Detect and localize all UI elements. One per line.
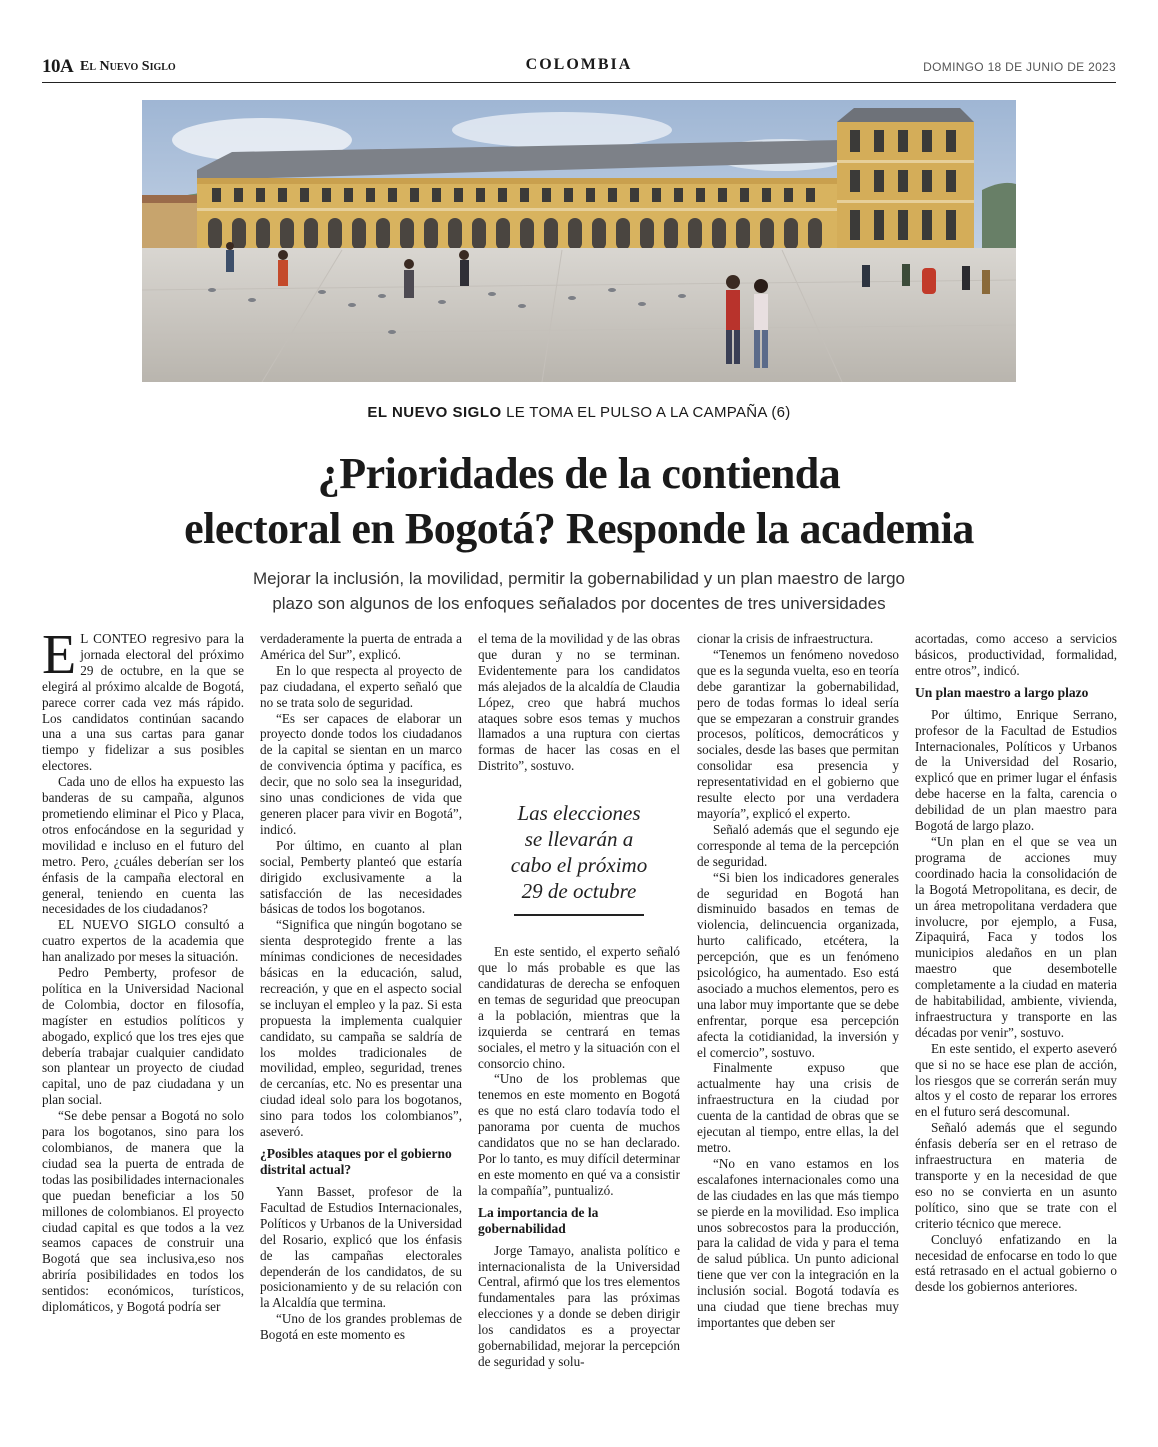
kicker-text: LE TOMA EL PULSO A LA CAMPAÑA (6)	[501, 404, 791, 421]
paragraph: “Uno de los problemas que tenemos en este momento en Bogotá es que no está claro todavía todo el panorama por cuenta de muchos candidatos que no se han declarado. Por lo tanto, es muy difícil determinar en este momento en qué va a consistir la compañía”, puntualizó.	[478, 1071, 680, 1198]
paragraph: Concluyó enfatizando en la necesidad de enfocarse en todo lo que está retrasado en el actual gobierno o desde los gobiernos anteriores.	[915, 1231, 1117, 1295]
paragraph: Jorge Tamayo, analista político e internacionalista de la Universidad Central, afirmó que los tres elementos fundamentales para las próximas elecciones y a donde se deben dirigir los candidatos es a proyectar gobernabilidad, mejorar la percepción de seguridad y solu-	[478, 1242, 680, 1369]
subhead-plan: Un plan maestro a largo plazo	[915, 684, 1089, 700]
paragraph: el tema de la movilidad y de las obras que duran y no se terminan. Evidentemente para los candidatos más alejados de la alcaldía de Claudia López, creo que habrá muchos ataques sobre esos temas y muchos llamados a una ruptura con ciertas formas de hacer las cosas en el Distrito”, sostuvo.	[478, 631, 680, 774]
pull-quote-line-2: se llevarán a	[524, 827, 634, 852]
deck-line-2: plazo son algunos de los enfoques señalados por docentes de tres universidades	[272, 594, 886, 613]
column-1	[42, 624, 244, 1315]
paragraph: “Un plan en el que se vea un programa de acciones muy coordinado hacia la consolidación de la Bogotá Metropolitana, es decir, de un área metropolitana verdadera que involucre, por ejemplo, a Fusa, Zipaquirá, Faca y todos los municipios aledaños en un plan maestro que desembotelle completamente a la ciudad en materia de habitabilidad, ambiente, vivienda, infraestructura y transporte en las décadas por venir”, sostuvo.	[915, 833, 1117, 1040]
plaza-building-illustration	[142, 100, 1016, 382]
paragraph: E L CONTEO regresivo para la jornada electoral del próximo 29 de octubre, en la que se elegirá al próximo alcalde de Bogotá, parece correr cada vez más rápido. Los candidatos continúan sacando una a una sus cartas para ganar tiempo y fidelizar a sus posibles electores.	[42, 624, 244, 774]
paragraph: Finalmente expuso que actualmente hay una crisis de infraestructura en la ciudad por cuenta de la cantidad de obras que se ejecutan al tiempo, entre ellas, la del metro.	[697, 1060, 899, 1155]
kicker-brand: EL NUEVO SIGLO	[367, 404, 502, 421]
column-2	[260, 631, 462, 1343]
paragraph: verdaderamente la puerta de entrada a América del Sur”, explicó.	[260, 631, 462, 662]
drop-cap: E	[42, 624, 77, 686]
pull-quote-rule	[514, 914, 644, 916]
paragraph: Yann Basset, profesor de la Facultad de Estudios Internacionales, Políticos y Urbanos de la Universidad del Rosario, explicó que los énfasis de las campañas electorales dependerán de los candidatos, de su posicionamiento y de su relación con la Alcaldía que termina.	[260, 1184, 462, 1311]
paragraph: En lo que respecta al proyecto de paz ciudadana, el experto señaló que no se trata solo de seguridad.	[260, 662, 462, 710]
paragraph: “No en vano estamos en los escalafones internacionales como una de las ciudades en las que más tiempo se pierde en la movilidad. Eso implica unos sobrecostos para la producción, para la calidad de vida y para el tema de salud pública. Un punto adicional tiene que ver con la integración en la inclusión social. Bogotá todavía es una ciudad que tiene brechas muy importantes que deben ser	[697, 1155, 899, 1330]
paragraph: En este sentido, el experto señaló que lo más probable es que las candidaturas de derecha se enfoquen en temas de seguridad que preocupan a la población, mientras que la izquierda se centrará en temas sociales, el metro y la situación con el consorcio chino.	[478, 944, 680, 1071]
section-title: COLOMBIA	[525, 56, 633, 73]
issue-date: DOMINGO 18 DE JUNIO DE 2023	[923, 60, 1116, 74]
paragraph: Por último, en cuanto al plan social, Pemberty planteó que estaría dirigido exclusivamente a la satisfacción de las necesidades básicas de todos los bogotanos.	[260, 837, 462, 917]
paragraph: “Es ser capaces de elaborar un proyecto donde todos los ciudadanos de la capital se sientan en un marco de convivencia óptima y pacífica, es decir, que no solo sea la inseguridad, sino unas condiciones de vida que generen placer para vivir en Bogotá”, indicó.	[260, 710, 462, 837]
headline-line-2: electoral en Bogotá? Responde la academia	[184, 504, 974, 553]
paragraph: En este sentido, el experto aseveró que si no se hace ese plan de acción, los riesgos que se correrán serán muy altos y el costo de reparar los errores en el futuro será descomunal.	[915, 1040, 1117, 1120]
paragraph: “Significa que ningún bogotano se sienta desprotegido frente a las mínimas condiciones de necesidades básicas en la educación, salud, recreación, y que en el aspecto social se incluyan el empleo y la paz. Si esta propuesta la implementa cualquier candidato, su campaña se saldría de los moldes tradicionales de movilidad, empleo, seguridad, trenes de cercanías, etc. No es presentar una ciudad ideal solo para los bogotanos, sino para todos los colombianos”, aseveró.	[260, 917, 462, 1140]
subhead-gobernabilidad: La importancia de la gobernabilidad	[478, 1204, 599, 1236]
paragraph: “Uno de los grandes problemas de Bogotá en este momento es	[260, 1311, 462, 1343]
paragraph: “Tenemos un fenómeno novedoso que es la segunda vuelta, eso en teoría debe garantizar la gobernabilidad, pero de todas formas lo ideal sería que se empezaran a construir grandes procesos, políticos, democráticos y sociales, desde las bases que permitan consolidar esa presencia y representatividad en el gobierno que resulte electo por una verdadera mayoría”, explicó el experto.	[697, 646, 899, 821]
paragraph: “Si bien los indicadores generales de seguridad en Bogotá han disminuido basados en temas de violencia, delincuencia organizada, hurto calificado, etcétera, la percepción, que es un fenómeno psicológico, ha aumentado. Eso está asociado a muchos elementos, pero es una labor muy importante que se debe enfrentar, porque esa percepción afecta la cotidianidad, la inversión y el comercio”, sostuvo.	[697, 869, 899, 1060]
paragraph: EL NUEVO SIGLO consultó a cuatro expertos de la academia que han analizado por meses la situación.	[42, 917, 244, 965]
page-header	[42, 52, 1116, 83]
paragraph: Pedro Pemberty, profesor de política en la Universidad Nacional de Colombia, doctor en filosofía, magíster en estudios políticos y abogado, explicó que los tres ejes que debería trabajar cualquier candidato son plantear un proyecto de ciudad capital, uno de paz ciudadana y un plan social.	[42, 965, 244, 1108]
deck-line-1: Mejorar la inclusión, la movilidad, permitir la gobernabilidad y un plan maestro de largo	[252, 569, 905, 588]
deck	[150, 566, 1008, 616]
paragraph: Señaló además que el segundo eje corresponde al tema de la percepción de seguridad.	[697, 821, 899, 869]
paragraph: Señaló además que el segundo énfasis debería ser en el retraso de infraestructura en materia de transporte y en la necesidad de que eso no se convierta en un asunto político, sino que se trate con el criterio técnico que merece.	[915, 1120, 1117, 1231]
pull-quote-line-4: 29 de octubre	[521, 879, 637, 904]
pull-quote	[488, 800, 670, 916]
headline	[60, 446, 1098, 556]
paragraph: cionar la crisis de infraestructura.	[697, 631, 874, 646]
paragraph: acortadas, como acceso a servicios básicos, productividad, formalidad, entre otros”, indicó.	[915, 631, 1117, 678]
column-3	[478, 631, 680, 1370]
column-5	[915, 631, 1117, 1295]
paragraph: Por último, Enrique Serrano, profesor de la Facultad de Estudios Internacionales, Políticos y Urbanos de la Universidad del Rosario, explicó que en primer lugar el énfasis debe hacerse en la falta, carencia o debilidad de un plan maestro para Bogotá de largo plazo.	[915, 706, 1117, 834]
paragraph: Cada uno de ellos ha expuesto las banderas de su campaña, algunos prometiendo eliminar el Pico y Placa, otros enfocándose en la seguridad y movilidad e incluso en el futuro del metro. Pero, ¿cuáles deberían ser los énfasis de la campaña electoral en general, teniendo en cuenta las necesidades de los ciudadanos?	[42, 774, 244, 917]
kicker	[0, 404, 1158, 421]
pull-quote-line-1: Las elecciones	[517, 801, 641, 826]
headline-line-1: ¿Prioridades de la contienda	[317, 449, 841, 498]
article-photo	[142, 100, 1016, 382]
pull-quote-line-3: cabo el próximo	[510, 853, 648, 878]
column-4	[697, 631, 899, 1331]
newspaper-name: El Nuevo Siglo	[80, 59, 176, 74]
page-number: 10A	[42, 56, 74, 77]
subhead-ataques: ¿Posibles ataques por el gobierno distrital actual?	[260, 1146, 452, 1177]
paragraph: “Se debe pensar a Bogotá no solo para los bogotanos, sino para los colombianos, de manera que la ciudad sea la puerta de entrada de todas las posibilidades internacionales que puedan beneficiar a los 50 millones de colombianos. El proyecto ciudad capital es que todos a la vez seamos capaces de construir una Bogotá que sea inclusiva,eso nos abriría posibilidades en todos los sentidos: económicos, turísticos, diplomáticos, y Bogotá podría ser	[42, 1108, 244, 1315]
